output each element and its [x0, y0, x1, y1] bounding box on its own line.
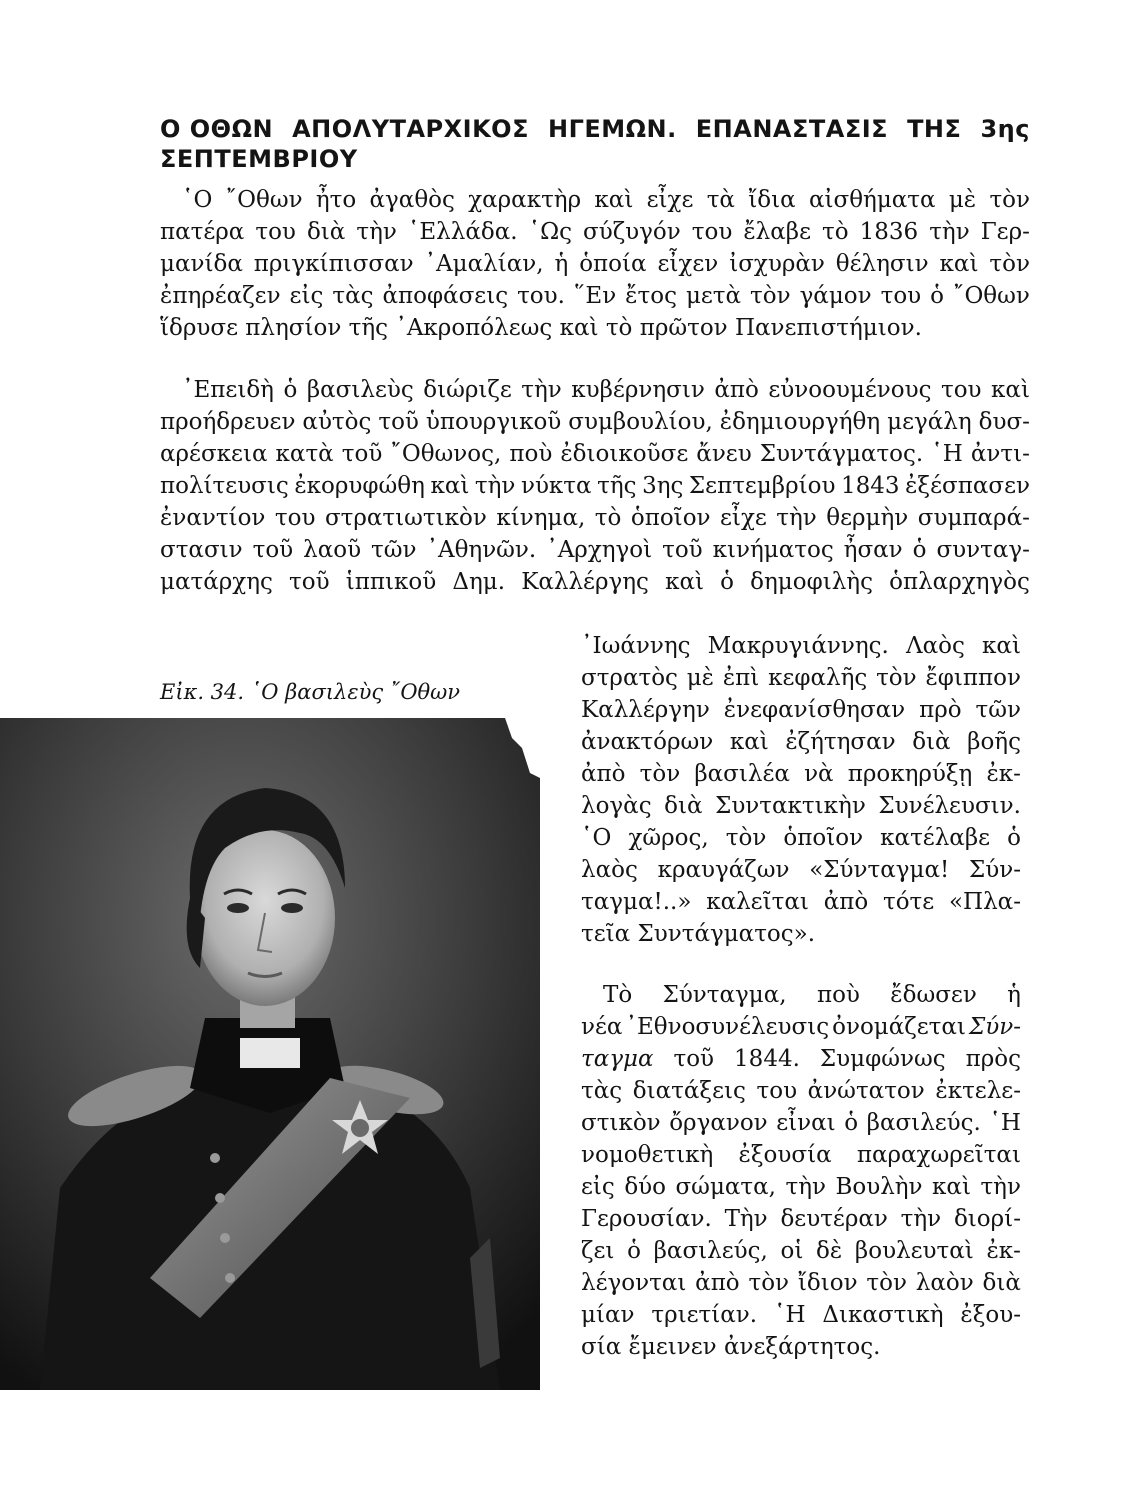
text-line: στασιν τοῦ λαοῦ τῶν ᾿Αθηνῶν. ᾿Αρχηγοὶ τοῦ κινήματος ἦσαν ὁ συνταγ-: [160, 537, 1030, 563]
text-line: στρατὸς μὲ ἐπὶ κεφαλῆς τὸν ἔφιππον: [581, 665, 1021, 691]
title-line-1: [160, 114, 1030, 144]
text-line: μίαν τριετίαν. ῾Η Δικαστικὴ ἐξου-: [581, 1302, 1021, 1328]
text-line: Γερουσίαν. Τὴν δευτέραν τὴν διορί-: [581, 1206, 1021, 1232]
text-line: ῾Ο ῎Οθων ἦτο ἀγαθὸς χαρακτὴρ καὶ εἶχε τὰ ἴδια αἰσθήματα μὲ τὸν: [182, 187, 1030, 213]
text-line: λαὸς κραυγάζων «Σύνταγμα! Σύν-: [581, 857, 1021, 883]
title-word: ΤΗΣ: [907, 115, 962, 143]
text-line: ἀπὸ τὸν βασιλέα νὰ προκηρύξῃ ἐκ-: [581, 761, 1021, 787]
text-line: ἵδρυσε πλησίον τῆς ᾿Ακροπόλεως καὶ τὸ πρῶτον Πανεπιστήμιον.: [160, 315, 922, 341]
page-title: [160, 114, 1030, 174]
text-line: ῾Ο χῶρος, τὸν ὁποῖον κατέλαβε ὁ: [581, 825, 1021, 851]
text-line: πατέρα του διὰ τὴν ῾Ελλάδα. ῾Ως σύζυγόν του ἔλαβε τὸ 1836 τὴν Γερ-: [160, 219, 1030, 245]
text-line: τὰς διατάξεις του ἀνώτατον ἐκτελε-: [581, 1078, 1021, 1104]
paragraph-2: [160, 374, 1030, 598]
title-word: Ο ΟΘΩΝ: [160, 115, 274, 143]
right-column-paragraph-3: [581, 979, 1021, 1363]
text-line: νέα ᾿Εθνοσυνέλευσις ὀνομάζεται Σύν-: [581, 1014, 1021, 1040]
text-line: στικὸν ὄργανον εἶναι ὁ βασιλεύς. ῾Η: [581, 1110, 1021, 1136]
text-line: λέγονται ἀπὸ τὸν ἴδιον τὸν λαὸν διὰ: [581, 1270, 1021, 1296]
text-line: σία ἔμεινεν ἀνεξάρτητος.: [581, 1334, 881, 1360]
title-word: 3ης: [980, 115, 1030, 143]
text-line: Καλλέργην ἐνεφανίσθησαν πρὸ τῶν: [581, 697, 1021, 723]
figure-caption: Εἰκ. 34. ῾Ο βασιλεὺς ῎Οθων: [160, 680, 461, 704]
title-word: ΕΠΑΝΑΣΤΑΣΙΣ: [695, 115, 889, 143]
text-line: ματάρχης τοῦ ἱππικοῦ Δημ. Καλλέργης καὶ ὁ δημοφιλὴς ὁπλαρχηγὸς: [160, 569, 1030, 595]
right-column-paragraph-2-continuation: [581, 630, 1021, 950]
text-line: Τὸ Σύνταγμα, ποὺ ἔδωσεν ἡ: [603, 982, 1021, 1008]
text-line: ταγμα τοῦ 1844. Συμφώνως πρὸς: [581, 1046, 1021, 1072]
text-line: τεῖα Συντάγματος».: [581, 921, 816, 947]
text-line: προήδρευεν αὐτὸς τοῦ ὑπουργικοῦ συμβουλίου, ἐδημιουργήθη μεγάλη δυσ-: [160, 409, 1030, 435]
paragraph-1: [160, 184, 1030, 344]
text-line: ἐναντίον του στρατιωτικὸν κίνημα, τὸ ὁποῖον εἶχε τὴν θερμὴν συμπαρά-: [160, 505, 1030, 531]
text-line: πολίτευσις ἐκορυφώθη καὶ τὴν νύκτα τῆς 3ης Σεπτεμβρίου 1843 ἐξέσπασεν: [160, 473, 1030, 499]
text-line: ταγμα!..» καλεῖται ἀπὸ τότε «Πλα-: [581, 889, 1021, 915]
title-line-2: ΣΕΠΤΕΜΒΡΙΟΥ: [160, 145, 358, 173]
text-line: ἀνακτόρων καὶ ἐζήτησαν διὰ βοῆς: [581, 729, 1021, 755]
portrait-icon: [0, 718, 540, 1390]
text-line: ᾿Επειδὴ ὁ βασιλεὺς διώριζε τὴν κυβέρνησιν ἀπὸ εὐνοουμένους του καὶ: [182, 377, 1030, 403]
text-line: ἐπηρέαζεν εἰς τὰς ἀποφάσεις του. ῞Εν ἔτος μετὰ τὸν γάμον του ὁ ῎Οθων: [160, 283, 1030, 309]
text-line: ζει ὁ βασιλεύς, οἱ δὲ βουλευταὶ ἐκ-: [581, 1238, 1021, 1264]
text-line: αρέσκεια κατὰ τοῦ ῎Οθωνος, ποὺ ἐδιοικοῦσε ἄνευ Συντάγματος. ῾Η ἀντι-: [160, 441, 1030, 467]
text-line: ᾿Ιωάννης Μακρυγιάννης. Λαὸς καὶ: [581, 633, 1021, 659]
text-line: λογὰς διὰ Συντακτικὴν Συνέλευσιν.: [581, 793, 1021, 819]
text-line: μανίδα πριγκίπισσαν ᾿Αμαλίαν, ἡ ὁποία εἶχεν ἰσχυρὰν θέλησιν καὶ τὸν: [160, 251, 1030, 277]
title-word: ΑΠΟΛΥΤΑΡΧΙΚΟΣ: [292, 115, 529, 143]
text-line: εἰς δύο σώματα, τὴν Βουλὴν καὶ τὴν: [581, 1174, 1021, 1200]
title-word: ΗΓΕΜΩΝ.: [547, 115, 677, 143]
text-line: νομοθετικὴ ἐξουσία παραχωρεῖται: [581, 1142, 1021, 1168]
